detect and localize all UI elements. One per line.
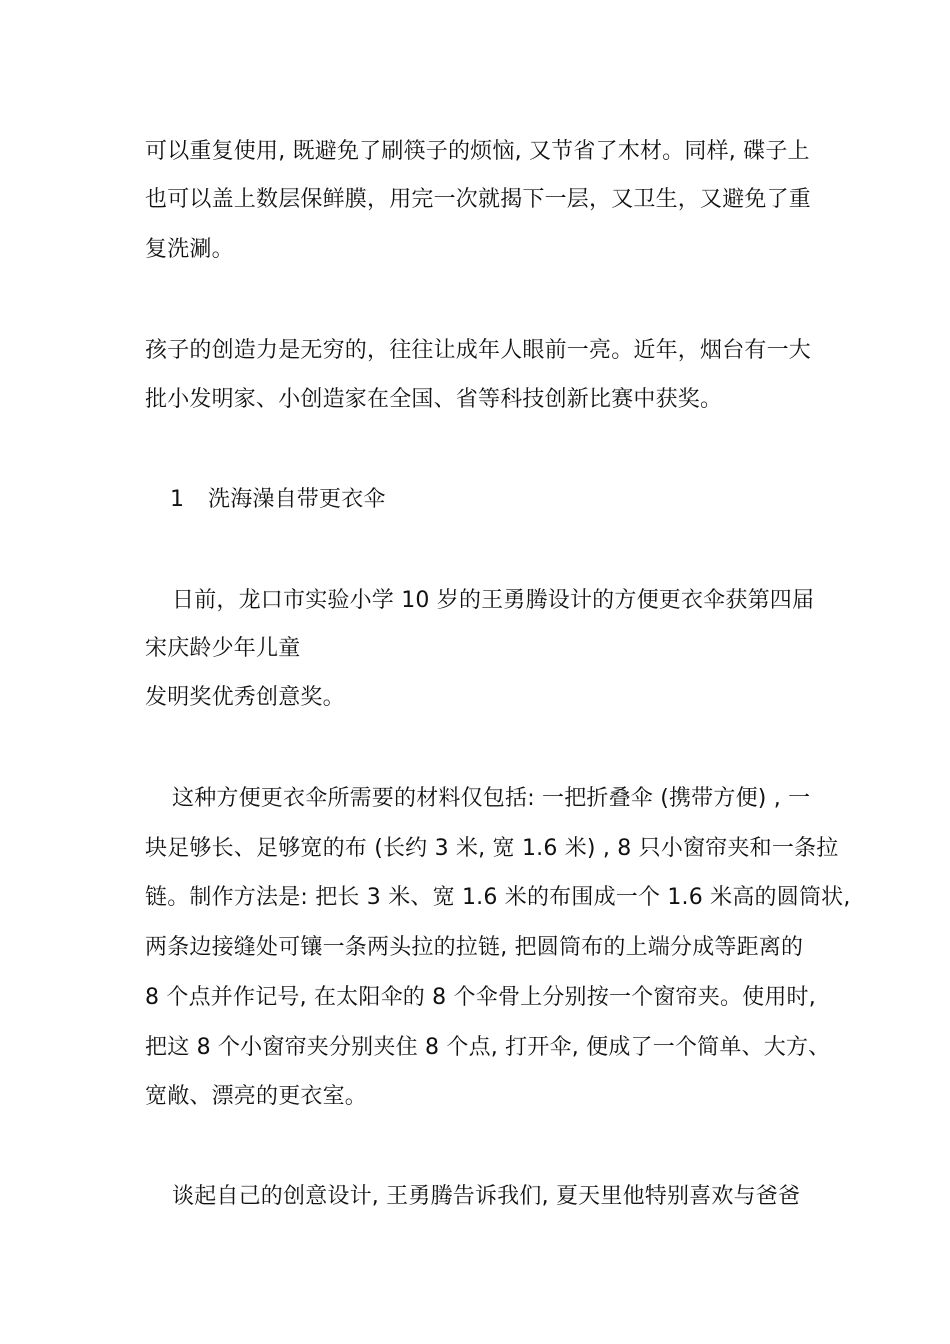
paragraph-1-line-1: 可以重复使用, 既避免了刷筷子的烦恼, 又节省了木材。同样, 碟子上	[145, 139, 810, 164]
paragraph-4-line-5: 8 个点并作记号, 在太阳伞的 8 个伞骨上分别按一个窗帘夹。使用时,	[145, 985, 816, 1010]
paragraph-4-line-1: 这种方便更衣伞所需要的材料仅包括: 一把折叠伞 (携带方便) , 一	[172, 786, 811, 811]
section-heading-number: 1	[170, 487, 185, 512]
paragraph-2-line-1: 孩子的创造力是无穷的，往往让成年人眼前一亮。近年，烟台有一大	[145, 338, 812, 363]
paragraph-4-line-2: 块足够长、足够宽的布 (长约 3 米, 宽 1.6 米) , 8 只小窗帘夹和一条拉	[145, 836, 839, 861]
paragraph-2-line-2: 批小发明家、小创造家在全国、省等科技创新比赛中获奖。	[145, 387, 723, 412]
paragraph-4-line-4: 两条边接缝处可镶一条两头拉的拉链, 把圆筒布的上端分成等距离的	[145, 935, 804, 960]
paragraph-3-line-2: 宋庆龄少年儿童	[145, 636, 301, 661]
paragraph-5-line-1: 谈起自己的创意设计, 王勇腾告诉我们, 夏天里他特别喜欢与爸爸	[172, 1184, 801, 1209]
paragraph-1-line-2: 也可以盖上数层保鲜膜，用完一次就揭下一层，又卫生，又避免了重	[145, 187, 812, 212]
paragraph-1-line-3: 复洗涮。	[145, 237, 234, 262]
paragraph-3-line-1: 日前，龙口市实验小学 10 岁的王勇腾设计的方便更衣伞获第四届	[172, 588, 815, 613]
paragraph-4-line-7: 宽敞、漂亮的更衣室。	[145, 1084, 368, 1109]
paragraph-4-line-3: 链。制作方法是: 把长 3 米、宽 1.6 米的布围成一个 1.6 米高的圆筒状,	[145, 885, 851, 910]
paragraph-4-line-6: 把这 8 个小窗帘夹分别夹住 8 个点, 打开伞, 便成了一个简单、大方、	[145, 1035, 831, 1060]
section-heading-title: 洗海澡自带更衣伞	[208, 487, 386, 512]
paragraph-3-line-3: 发明奖优秀创意奖。	[145, 685, 345, 710]
